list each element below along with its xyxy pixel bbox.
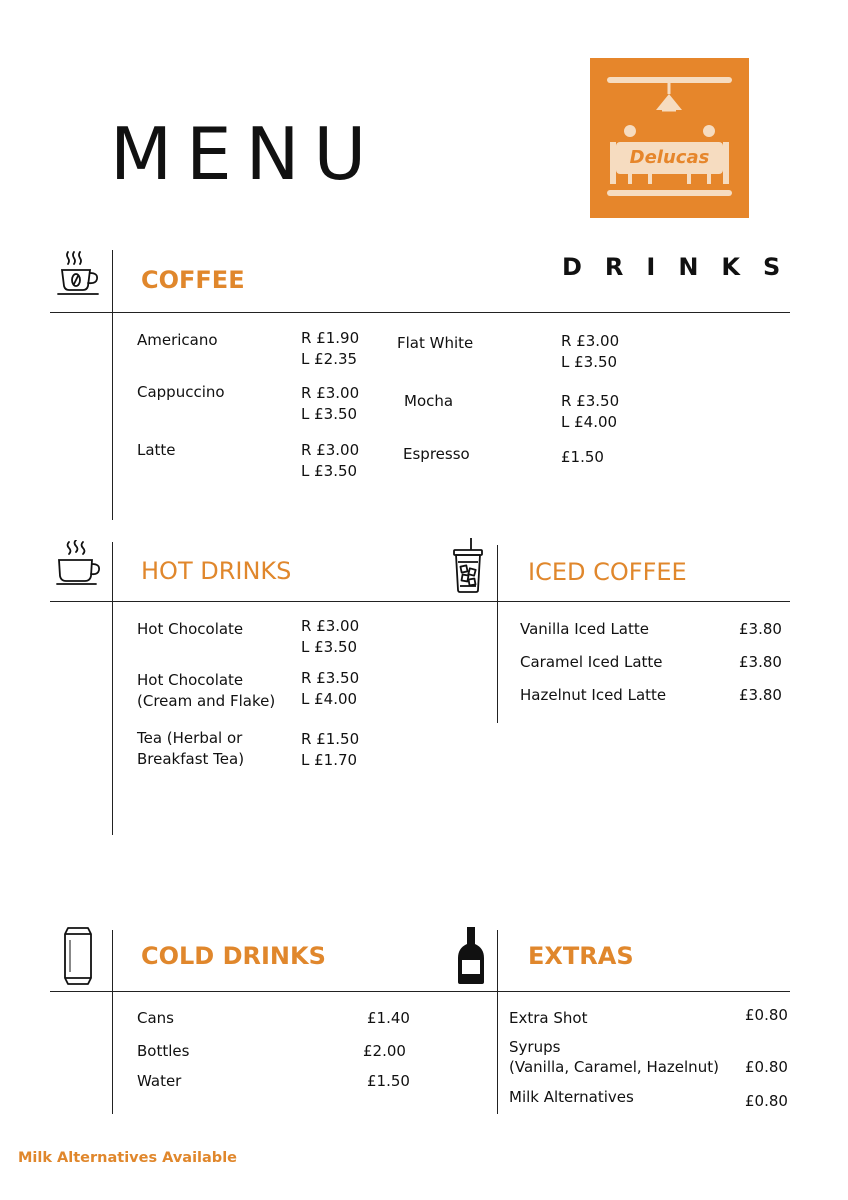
coffee-heading: COFFEE	[141, 266, 245, 294]
coffee-item-price-large: L £3.50	[301, 462, 358, 480]
extras-item-name-line1: Syrups	[509, 1038, 561, 1056]
extras-vertical-rule	[497, 930, 498, 1114]
iced-drink-cup-icon	[450, 538, 486, 594]
cold-drinks-item-price: £1.40	[367, 1009, 410, 1027]
hot-drinks-item-name-line1: Tea (Herbal or	[137, 729, 243, 747]
iced-coffee-vertical-rule	[497, 545, 498, 723]
logo-text: Delucas	[629, 147, 710, 168]
hot-drinks-vertical-rule	[112, 542, 113, 835]
hot-drinks-item-name-line1: Hot Chocolate	[137, 671, 244, 689]
steaming-mug-icon	[56, 540, 102, 586]
hot-drinks-item-price-large: L £1.70	[301, 751, 358, 769]
extras-item-price: £0.80	[745, 1006, 788, 1024]
cold-drinks-item-price: £1.50	[367, 1072, 410, 1090]
page-title: MENU	[110, 112, 381, 196]
delucas-logo	[590, 58, 749, 218]
coffee-vertical-rule	[112, 250, 113, 520]
coffee-item-price-regular: R £3.50	[561, 392, 620, 410]
cold-drinks-item-name: Water	[137, 1072, 182, 1090]
iced-coffee-heading: ICED COFFEE	[528, 558, 687, 586]
extras-item-price: £0.80	[745, 1092, 788, 1110]
iced-coffee-item-price: £3.80	[739, 686, 782, 704]
hot-drinks-item-price-large: L £4.00	[301, 690, 358, 708]
iced-coffee-item-name: Hazelnut Iced Latte	[520, 686, 667, 704]
cold-drinks-heading: COLD DRINKS	[141, 942, 326, 970]
extras-item-price: £0.80	[745, 1058, 788, 1076]
extras-heading: EXTRAS	[528, 942, 634, 970]
cold-drinks-vertical-rule	[112, 930, 113, 1114]
footer-note: Milk Alternatives Available	[18, 1150, 237, 1166]
hot-drinks-heading: HOT DRINKS	[141, 557, 292, 585]
hot-iced-horizontal-rule	[50, 601, 790, 602]
extras-item-name: Milk Alternatives	[509, 1088, 634, 1106]
hot-drinks-item-price-regular: R £1.50	[301, 730, 360, 748]
hot-drinks-item-name: Hot Chocolate	[137, 620, 244, 638]
cold-extras-horizontal-rule	[50, 991, 790, 992]
iced-coffee-item-price: £3.80	[739, 653, 782, 671]
coffee-item-name: Espresso	[403, 445, 470, 463]
soda-can-icon	[62, 926, 94, 986]
coffee-item-price: £1.50	[561, 448, 604, 466]
coffee-item-price-large: L £2.35	[301, 350, 358, 368]
page-subtitle: DRINKS	[562, 253, 804, 281]
iced-coffee-item-price: £3.80	[739, 620, 782, 638]
coffee-horizontal-rule	[50, 312, 790, 313]
hot-drinks-item-price-large: L £3.50	[301, 638, 358, 656]
coffee-item-name: Flat White	[397, 334, 474, 352]
hot-drinks-item-name-line2: Breakfast Tea)	[137, 750, 245, 768]
coffee-item-price-large: L £4.00	[561, 413, 618, 431]
coffee-item-name: Mocha	[404, 392, 454, 410]
cafe-logo-icon	[590, 58, 749, 218]
coffee-item-name: Latte	[137, 441, 176, 459]
coffee-item-price-regular: R £3.00	[561, 332, 620, 350]
iced-coffee-item-name: Caramel Iced Latte	[520, 653, 663, 671]
coffee-item-price-regular: R £1.90	[301, 329, 360, 347]
hot-drinks-item-name-line2: (Cream and Flake)	[137, 692, 276, 710]
hot-drinks-item-price-regular: R £3.00	[301, 617, 360, 635]
coffee-item-name: Cappuccino	[137, 383, 225, 401]
iced-coffee-item-name: Vanilla Iced Latte	[520, 620, 649, 638]
extras-item-name: Extra Shot	[509, 1009, 588, 1027]
extras-item-name-line2: (Vanilla, Caramel, Hazelnut)	[509, 1058, 719, 1076]
cold-drinks-item-price: £2.00	[363, 1042, 406, 1060]
cold-drinks-item-name: Bottles	[137, 1042, 190, 1060]
coffee-item-price-regular: R £3.00	[301, 384, 360, 402]
coffee-item-price-regular: R £3.00	[301, 441, 360, 459]
coffee-item-name: Americano	[137, 331, 218, 349]
cold-drinks-item-name: Cans	[137, 1009, 174, 1027]
coffee-item-price-large: L £3.50	[561, 353, 618, 371]
coffee-item-price-large: L £3.50	[301, 405, 358, 423]
hot-drinks-item-price-regular: R £3.50	[301, 669, 360, 687]
syrup-bottle-icon	[456, 926, 486, 986]
coffee-cup-with-bean-icon	[56, 250, 102, 298]
